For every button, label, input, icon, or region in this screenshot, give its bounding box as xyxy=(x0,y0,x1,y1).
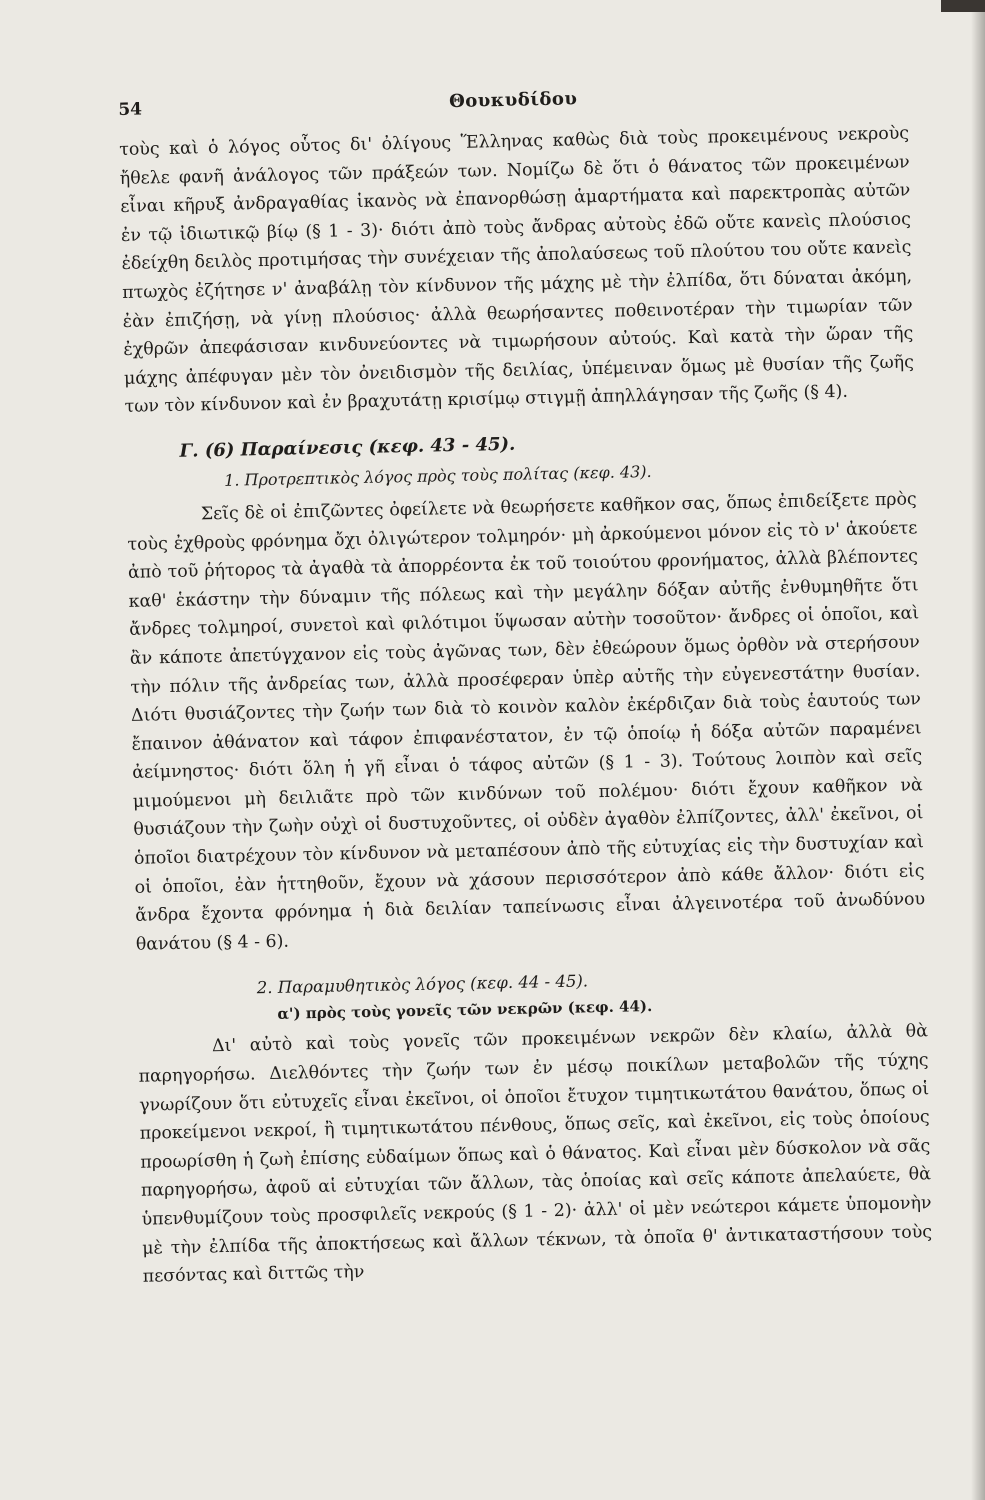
scan-edge-shadow xyxy=(971,0,985,1500)
section-heading: Γ. (6) Παραίνεσις (κεφ. 43 - 45). xyxy=(179,433,516,462)
paragraph-2: Σεῖς δὲ οἱ ἐπιζῶντες ὀφείλετε νὰ θεωρήσετε καθῆκον σας, ὅπως ἐπιδείξετε πρὸς τοὺς ἐχθροὺς φρόνημα ὄχι ὀλιγώτερον τολμηρόν· μὴ ἀρκούμενοι μόνον εἰς τὸ ν' ἀκούετε ἀπὸ τοῦ ῥήτορος τὰ ἀγαθὰ τὰ ἀπορρέοντα ἐκ τοῦ τοιούτου φρονήματος, ἀλλὰ βλέποντες καθ' ἑκάστην τὴν δύναμιν τῆς πόλεως καὶ τὴν μεγάλην δόξαν αὐτῆς ἐνθυμηθῆτε ὅτι ἄνδρες τολμηροί, συνετοὶ καὶ φιλότιμοι ὕψωσαν αὐτὴν τοσοῦτον· ἄνδρες οἱ ὁποῖοι, καὶ ἂν κάποτε ἀπετύγχανον εἰς τοὺς ἀγῶνας των, δὲν ἐθεώρουν ὅμως ὀρθὸν νὰ στερήσουν τὴν πόλιν τῆς ἀνδρείας των, ἀλλὰ προσέφεραν ὑπὲρ αὐτῆς τὴν εὐγενεστάτην θυσίαν. Διότι θυσιάζοντες τὴν ζωήν των διὰ τὸ κοινὸν καλὸν ἐκέρδιζαν διὰ τοὺς ἑαυτούς των ἔπαινον ἀθάνατον καὶ τάφον ἐπιφανέστατον, ἐν τῷ ὁποίῳ ἡ δόξα αὐτῶν παραμένει ἀείμνηστος· διότι ὅλη ἡ γῆ εἶναι ὁ τάφος αὐτῶν (§ 1 - 3). Τούτους λοιπὸν καὶ σεῖς μιμούμενοι μὴ δειλιᾶτε πρὸ τῶν κινδύνων τοῦ πολέμου· διότι ἔχουν καθῆκον νὰ θυσιάζουν τὴν ζωὴν οὐχὶ οἱ δυστυχοῦντες, οἱ οὐδὲν ἀγαθὸν ἐλπίζοντες, ἀλλ' ἐκεῖνοι, οἱ ὁποῖοι διατρέχουν τὸν κίνδυνον νὰ μεταπέσουν ἀπὸ τῆς εὐτυχίας εἰς τὴν δυστυχίαν καὶ οἱ ὁποῖοι, ἐὰν ἡττηθοῦν, ἔχουν νὰ χάσουν περισσότερον ἀπὸ κάθε ἄλλον· διότι εἰς ἄνδρα ἔχοντα φρόνημα ἡ διὰ δειλίαν ταπείνωσις εἶναι ἀλγεινοτέρα τοῦ ἀνωδύνου θανάτου (§ 4 - 6). xyxy=(127,489,926,955)
corner-mark xyxy=(941,0,985,12)
subsection-heading-2: 2. Παραμυθητικὸς λόγος (κεφ. 44 - 45). xyxy=(256,971,589,998)
subsection-heading-1: 1. Προτρεπτικὸς λόγος πρὸς τοὺς πολίτας (κεφ. 43). xyxy=(223,461,652,490)
paragraph-1: τοὺς καὶ ὁ λόγος οὗτος δι' ὀλίγους Ἕλληνας καθὼς διὰ τοὺς προκειμένους νεκροὺς ἤθελε φανῆ ἀνάλογος τῶν πράξεών των. Νομίζω δὲ ὅτι ὁ θάνατος τῶν προκειμένων εἶναι κῆρυξ ἀνδραγαθίας ἱκανὸς νὰ ἐπανορθώσῃ ἁμαρτήματα καὶ παρεκτροπὰς αὐτῶν ἐν τῷ ἰδιωτικῷ βίῳ (§ 1 - 3)· διότι ἀπὸ τοὺς ἄνδρας αὐτοὺς ἐδῶ οὔτε κανεὶς πλούσιος ἐδείχθη δειλὸς προτιμήσας τὴν συνέχειαν τῆς ἀπολαύσεως τοῦ πλούτου του οὔτε κανεὶς πτωχὸς ἐζήτησε ν' ἀναβάλῃ τὸν κίνδυνον τῆς μάχης μὲ τὴν ἐλπίδα, ὅτι δύναται ἀκόμη, ἐὰν ἐπιζήσῃ, νὰ γίνῃ πλούσιος· ἀλλὰ θεωρήσαντες ποθεινοτέραν τὴν τιμωρίαν τῶν ἐχθρῶν ἀπεφάσισαν κινδυνεύοντες νὰ τιμωρήσουν αὐτούς. Καὶ κατὰ τὴν ὥραν τῆς μάχης ἀπέφυγαν μὲν τὸν ὀνειδισμὸν τῆς δειλίας, ὑπέμειναν ὅμως μὲ θυσίαν τῆς ζωῆς των τὸν κίνδυνον καὶ ἐν βραχυτάτῃ κρισίμῳ στιγμῇ ἀπηλλάγησαν τῆς ζωῆς (§ 4). xyxy=(119,123,915,418)
paragraph-3: Δι' αὐτὸ καὶ τοὺς γονεῖς τῶν προκειμένων νεκρῶν δὲν κλαίω, ἀλλὰ θὰ παρηγορήσω. Διελθόντες τὴν ζωήν των ἐν μέσῳ ποικίλων μεταβολῶν τῆς τύχης γνωρίζουν ὅτι εὐτυχεῖς εἶναι ἐκεῖνοι, οἱ ὁποῖοι ἔτυχον τιμητικωτάτου θανάτου, ὅπως οἱ προκείμενοι νεκροί, ἢ τιμητικωτάτου πένθους, ὅπως σεῖς, καὶ ἐκεῖνοι, εἰς τοὺς ὁποίους προωρίσθη ἡ ζωὴ ἐπίσης εὐδαίμων ὅπως καὶ ὁ θάνατος. Καὶ εἶναι μὲν δύσκολον νὰ σᾶς παρηγορήσω, ἀφοῦ αἱ εὐτυχίαι τῶν ἄλλων, τὰς ὁποίας καὶ σεῖς κάποτε ἀπελαύετε, θὰ ὑπενθυμίζουν τοὺς προσφιλεῖς νεκρούς (§ 1 - 2)· ἀλλ' οἱ μὲν νεώτεροι κάμετε ὑπομονὴν μὲ τὴν ἐλπίδα τῆς ἀποκτήσεως καὶ ἄλλων τέκνων, τὰ ὁποῖα θ' ἀντικαταστήσουν τοὺς πεσόντας καὶ διττῶς τὴν xyxy=(138,1021,933,1287)
page-number: 54 xyxy=(118,99,143,120)
page-content xyxy=(118,75,933,1291)
running-head: Θουκυδίδου xyxy=(448,88,578,113)
subsection-heading-2a: α') πρὸς τοὺς γονεῖς τῶν νεκρῶν (κεφ. 44). xyxy=(277,997,653,1024)
